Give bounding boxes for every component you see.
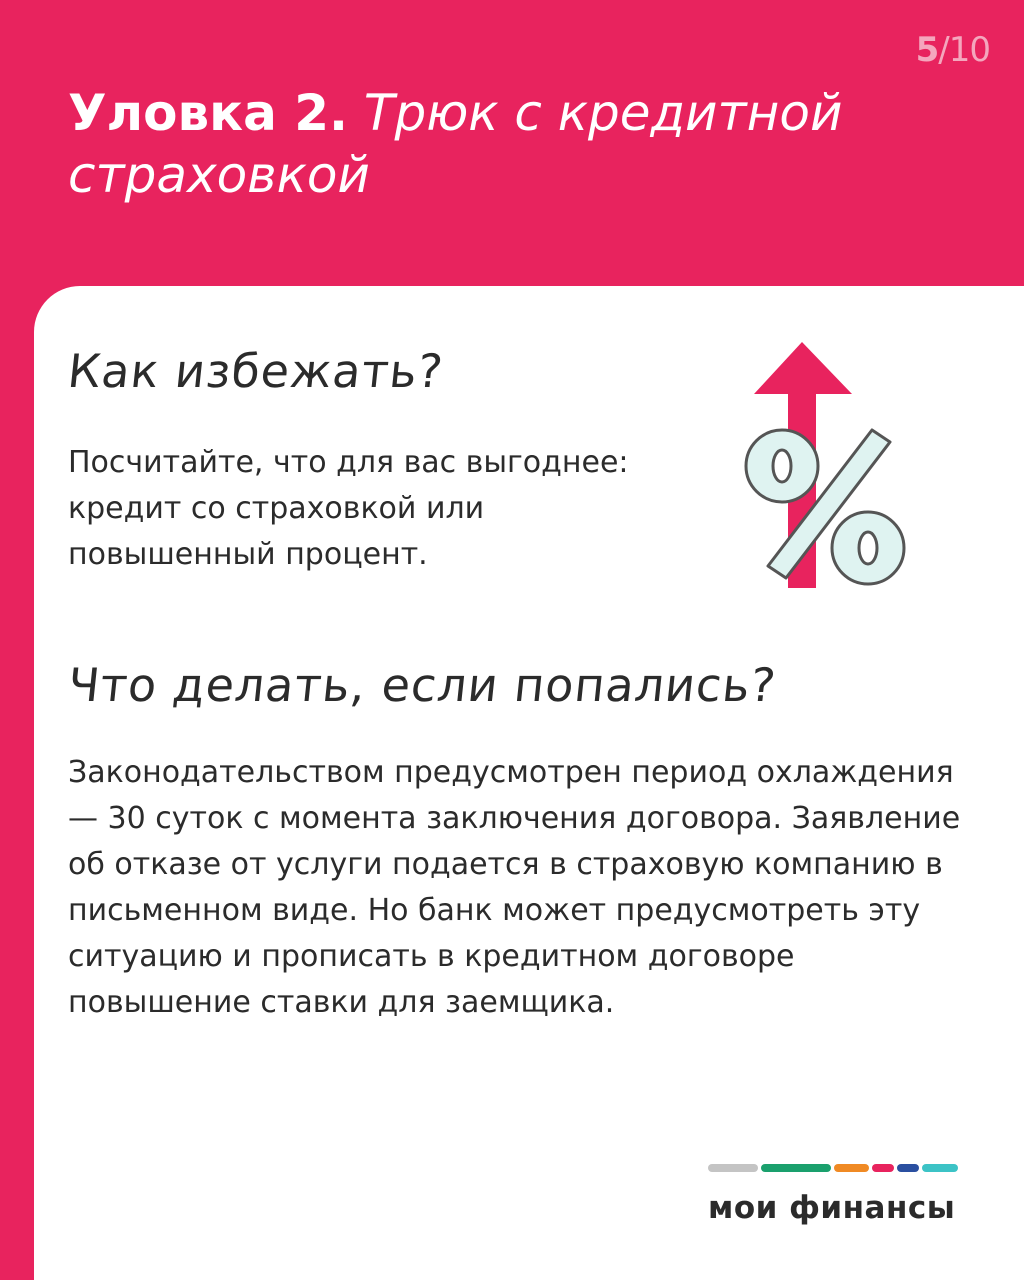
section-body-caught: Законодательством предусмотрен период охлаждения — 30 суток с момента заключения договора. Заявление об отказе от услуги подается в страховую компанию в письменном виде. Но банк может предусмотреть эту ситуацию и прописать в кредитном договоре повышение ставки для заемщика. [68, 755, 961, 1020]
brand-name: мои финансы [708, 1190, 956, 1226]
page-counter [916, 30, 990, 70]
content-card [34, 286, 1024, 1280]
brand-stripe [872, 1164, 894, 1172]
brand-stripe [708, 1164, 758, 1172]
brand-stripe [761, 1164, 831, 1172]
percent-up-arrow-icon [734, 338, 914, 588]
page-title [68, 82, 948, 206]
page-title-rest: Трюк с кредитной страховкой [68, 84, 843, 204]
arrow-head [754, 342, 852, 394]
brand-stripes [708, 1164, 960, 1172]
brand-stripe [922, 1164, 958, 1172]
brand-stripe [897, 1164, 919, 1172]
page-counter-current: 5 [915, 30, 939, 70]
brand-logo [708, 1164, 960, 1226]
section-body-avoid: Посчитайте, что для вас выгоднее: кредит со страховкой или повышенный процент. [68, 445, 629, 572]
section-heading-avoid: Как избежать? [65, 344, 447, 398]
page-counter-total: /10 [938, 30, 990, 70]
brand-stripe [834, 1164, 869, 1172]
page-title-prefix: Уловка 2. [68, 84, 349, 142]
section-heading-caught: Что делать, если попались? [65, 658, 779, 712]
